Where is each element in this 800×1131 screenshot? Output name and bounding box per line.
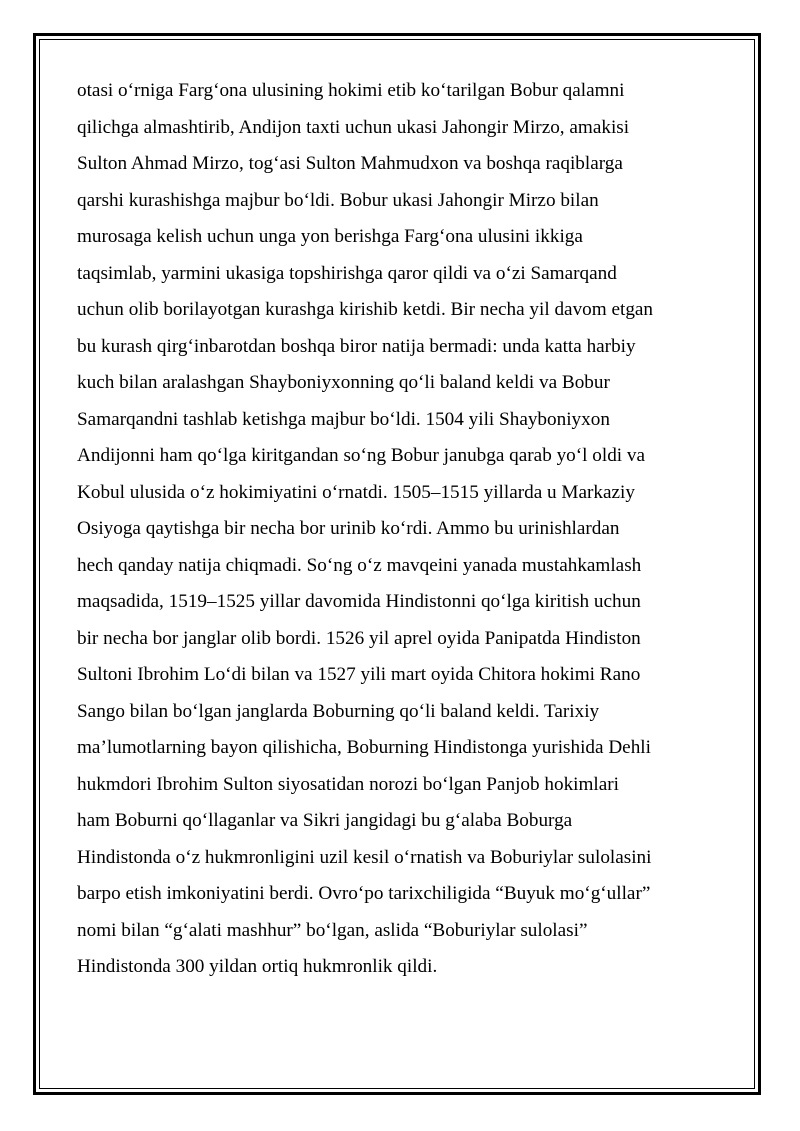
text-line: Kobul ulusida o‘z hokimiyatini o‘rnatdi. 1505–1515 yillarda u Markaziy: [77, 481, 635, 503]
text-line: barpo etish imkoniyatini berdi. Ovro‘po tarixchiligida “Buyuk mo‘g‘ullar”: [77, 883, 651, 904]
text-line: kuch bilan aralashgan Shayboniyxonning qo‘li baland keldi va Bobur: [77, 372, 610, 393]
text-line: ham Boburni qo‘llaganlar va Sikri jangidagi bu g‘alaba Boburga: [77, 810, 573, 831]
text-line: hukmdori Ibrohim Sulton siyosatidan norozi bo‘lgan Panjob hokimlari: [77, 773, 619, 795]
text-line: qilichga almashtirib, Andijon taxti uchun ukasi Jahongir Mirzo, amakisi: [77, 116, 630, 138]
text-line: maqsadida, 1519–1525 yillar davomida Hindistonni qo‘lga kiritish uchun: [77, 591, 641, 612]
text-line: ma’lumotlarning bayon qilishicha, Boburning Hindistonga yurishida Dehli: [77, 737, 651, 758]
text-line: bu kurash qirg‘inbarotdan boshqa biror natija bermadi: unda katta harbiy: [77, 335, 636, 357]
text-line: otasi o‘rniga Farg‘ona ulusining hokimi etib ko‘tarilgan Bobur qalamni: [77, 80, 625, 101]
body-paragraph: [77, 73, 737, 986]
text-line: qarshi kurashishga majbur bo‘ldi. Bobur ukasi Jahongir Mirzo bilan: [77, 189, 599, 211]
text-line: Hindistonda o‘z hukmronligini uzil kesil o‘rnatish va Boburiylar sulolasini: [77, 846, 652, 868]
text-line: Osiyoga qaytishga bir necha bor urinib ko‘rdi. Ammo bu urinishlardan: [77, 518, 620, 539]
text-line: Sulton Ahmad Mirzo, tog‘asi Sulton Mahmudxon va boshqa raqiblarga: [77, 153, 623, 174]
text-line: Andijonni ham qo‘lga kiritgandan so‘ng Bobur janubga qarab yo‘l oldi va: [77, 445, 646, 466]
text-line: Sango bilan bo‘lgan janglarda Boburning qo‘li baland keldi. Tarixiy: [77, 700, 600, 722]
text-line: Hindistonda 300 yildan ortiq hukmronlik qildi.: [77, 956, 438, 977]
text-line: nomi bilan “g‘alati mashhur” bo‘lgan, aslida “Boburiylar sulolasi”: [77, 919, 588, 941]
text-line: hech qanday natija chiqmadi. So‘ng o‘z mavqeini yanada mustahkamlash: [77, 554, 642, 576]
text-line: uchun olib borilayotgan kurashga kirishib ketdi. Bir necha yil davom etgan: [77, 299, 654, 320]
text-line: Samarqandni tashlab ketishga majbur bo‘ldi. 1504 yili Shayboniyxon: [77, 408, 610, 430]
text-line: Sultoni Ibrohim Lo‘di bilan va 1527 yili mart oyida Chitora hokimi Rano: [77, 664, 641, 685]
text-line: taqsimlab, yarmini ukasiga topshirishga qaror qildi va o‘zi Samarqand: [77, 262, 617, 284]
text-line: murosaga kelish uchun unga yon berishga Farg‘ona ulusini ikkiga: [77, 226, 583, 247]
text-line: bir necha bor janglar olib bordi. 1526 yil aprel oyida Panipatda Hindiston: [77, 627, 641, 649]
